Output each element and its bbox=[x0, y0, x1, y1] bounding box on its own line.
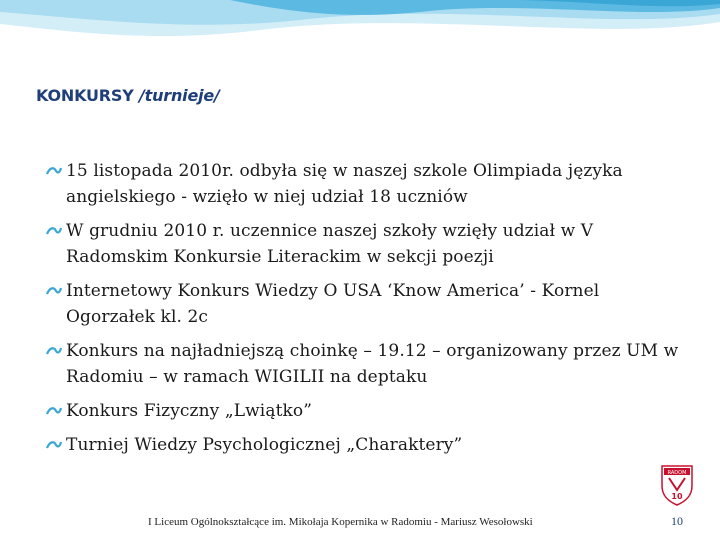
bullet-wave-icon bbox=[46, 225, 62, 237]
page-number: 10 bbox=[671, 514, 683, 528]
bullet-text: Internetowy Konkurs Wiedzy O USA ‘Know America’ - Kornel Ogorzałek kl. 2c bbox=[66, 281, 600, 327]
list-item bbox=[46, 398, 686, 424]
list-item bbox=[46, 432, 686, 458]
bullet-text: W grudniu 2010 r. uczennice naszej szkoły wzięły udział w V Radomskim Konkursie Literackim w sekcji poezji bbox=[66, 221, 594, 267]
footer-text: I Liceum Ogólnokształcące im. Mikołaja Kopernika w Radomiu - Mariusz Wesołowski bbox=[148, 516, 533, 528]
bullet-wave-icon bbox=[46, 405, 62, 417]
list-item bbox=[46, 218, 686, 270]
slide-title bbox=[36, 86, 220, 105]
list-item bbox=[46, 338, 686, 390]
bullet-text: 15 listopada 2010r. odbyła się w naszej szkole Olimpiada języka angielskiego - wzięło w niej udział 18 uczniów bbox=[66, 161, 623, 207]
bullet-list bbox=[46, 158, 686, 466]
bullet-wave-icon bbox=[46, 285, 62, 297]
bullet-text: Konkurs Fizyczny „Lwiątko” bbox=[66, 401, 313, 421]
bullet-wave-icon bbox=[46, 439, 62, 451]
bullet-text: Konkurs na najładniejszą choinkę – 19.12 – organizowany przez UM w Radomiu – w ramach WIGILII na deptaku bbox=[66, 341, 679, 387]
bullet-text: Turniej Wiedzy Psychologicznej „Charaktery” bbox=[66, 435, 463, 455]
bullet-wave-icon bbox=[46, 345, 62, 357]
list-item bbox=[46, 158, 686, 210]
list-item bbox=[46, 278, 686, 330]
slide-title-sub: /turnieje/ bbox=[139, 86, 220, 105]
bullet-wave-icon bbox=[46, 165, 62, 177]
slide-title-main: KONKURSY bbox=[36, 86, 134, 105]
header-wave-decoration bbox=[0, 0, 720, 60]
logo-number: 10 bbox=[671, 492, 683, 501]
logo-top-text: RADOM bbox=[667, 469, 687, 476]
school-logo-icon bbox=[660, 464, 694, 506]
